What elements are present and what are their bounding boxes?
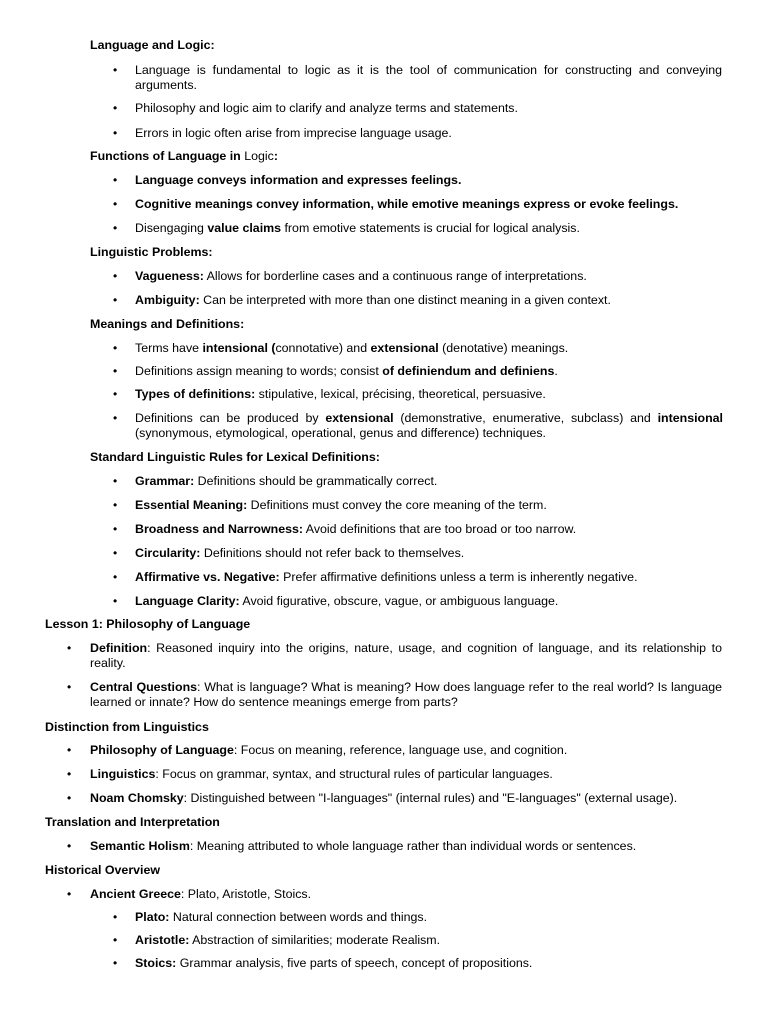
bold-text: Aristotle: [135,933,190,947]
heading-standard-linguistic-rules: Standard Linguistic Rules for Lexical Definitions: [90,450,380,464]
bold-text: Grammar: [135,474,195,488]
text-part: Can be interpreted with more than one distinct meaning in a given context. [199,293,611,307]
heading-functions-of-language [90,149,278,164]
bullet-icon: • [113,364,118,378]
bold-text: Semantic Holism [90,839,190,853]
text-part: Abstraction of similarities; moderate Realism. [189,933,441,947]
text-part: from emotive statements is crucial for logical analysis. [281,221,580,235]
list-item-text [135,956,722,971]
bold-text: Circularity: [135,546,201,560]
bold-text: Language conveys information and expresses feelings. [135,173,462,187]
text-part: Definitions can be produced by [135,411,326,425]
text-part: . [554,364,558,378]
text-part: connotative) and [275,341,371,355]
text-part: Prefer affirmative definitions unless a term is inherently negative. [279,570,638,584]
bullet-icon: • [113,411,118,425]
bold-text: Central Questions [90,680,198,694]
bullet-icon: • [113,221,118,235]
bullet-icon: • [113,101,118,115]
list-item-text [135,933,722,948]
text-part: Grammar analysis, five parts of speech, concept of propositions. [176,956,533,970]
bold-text: Affirmative vs. Negative: [135,570,280,584]
bold-text: value claims [207,221,282,235]
bullet-icon: • [113,341,118,355]
list-item-text [135,269,722,284]
bullet-icon: • [113,63,118,77]
bullet-icon: • [113,474,118,488]
heading-linguistic-problems: Linguistic Problems: [90,245,213,259]
bullet-icon: • [67,680,72,694]
bullet-icon: • [67,887,72,901]
list-item-text [90,839,722,854]
list-item-text: Philosophy and logic aim to clarify and analyze terms and statements. [135,101,518,115]
list-item-text [90,641,722,672]
heading-translation-and-interpretation: Translation and Interpretation [45,815,220,829]
bullet-icon: • [113,522,118,536]
bullet-icon: • [67,791,72,805]
bold-text: extensional [325,411,394,425]
list-item-text [90,791,722,806]
text-part: : Distinguished between "I-languages" (internal rules) and "E-languages" (external usage). [183,791,678,805]
text-part: : Reasoned inquiry into the origins, nature, usage, and cognition of language, and its relationship to reality. [90,641,722,671]
list-item-text [135,522,722,537]
text-part: Avoid figurative, obscure, vague, or ambiguous language. [239,594,559,608]
text-part: (synonymous, etymological, operational, genus and difference) techniques. [135,426,546,441]
text-part: (denotative) meanings. [438,341,569,355]
list-item-text [90,680,722,711]
bold-text: Language Clarity: [135,594,240,608]
bold-text: Cognitive meanings convey information, while emotive meanings express or evoke feelings. [135,197,679,211]
bullet-icon: • [113,173,118,187]
bullet-icon: • [67,839,72,853]
text-part: Terms have [135,341,203,355]
bullet-icon: • [113,933,118,947]
bold-text: Essential Meaning: [135,498,248,512]
list-item-text [135,570,722,585]
list-item-text [90,887,722,902]
bold-text: Ancient Greece [90,887,181,901]
bullet-icon: • [113,126,118,140]
list-item-text [135,221,722,236]
list-item-text [135,341,722,356]
text-part: : Plato, Aristotle, Stoics. [180,887,312,901]
text-part: Definitions assign meaning to words; consist [135,364,383,378]
bullet-icon: • [113,387,118,401]
bold-text: Definition [90,641,148,655]
list-item-text: Errors in logic often arise from imprecise language usage. [135,126,452,140]
text-part: Avoid definitions that are too broad or too narrow. [303,522,577,536]
list-item-text [135,173,722,188]
bullet-icon: • [113,269,118,283]
list-item-text [135,546,722,561]
bold-text: of definiendum and definiens [382,364,555,378]
bold-text: Stoics: [135,956,177,970]
text-part: : What is language? What is meaning? How does language refer to the real world? Is language learned or innate? How do sentence meanings emerge from parts? [90,680,722,710]
text-part: Allows for borderline cases and a continuous range of interpretations. [203,269,587,283]
bullet-icon: • [113,293,118,307]
list-item-text [135,387,722,402]
bold-text: Philosophy of Language [90,743,234,757]
bold-text: Plato: [135,910,170,924]
heading-historical-overview: Historical Overview [45,863,161,877]
heading-normal-part: Logic [240,149,274,163]
text-part: Natural connection between words and things. [169,910,428,924]
text-part: Definitions must convey the core meaning of the term. [247,498,547,512]
list-item-text [135,594,722,609]
heading-lesson-1: Lesson 1: Philosophy of Language [45,617,251,631]
bold-text: Types of definitions: [135,387,256,401]
text-part: Definitions should be grammatically correct. [194,474,438,488]
heading-bold-part: Functions of Language in [90,149,241,163]
text-part: Definitions should not refer back to themselves. [200,546,465,560]
bullet-icon: • [113,956,118,970]
bullet-icon: • [113,910,118,924]
bullet-icon: • [113,570,118,584]
list-item-text [90,743,722,758]
bullet-icon: • [113,197,118,211]
text-part: : Meaning attributed to whole language rather than individual words or sentences. [189,839,637,853]
bold-text: intensional [657,411,723,425]
bold-text: intensional ( [202,341,276,355]
bullet-icon: • [67,743,72,757]
bullet-icon: • [67,641,72,655]
bullet-icon: • [113,546,118,560]
heading-distinction-from-linguistics: Distinction from Linguistics [45,720,209,734]
list-item-text [90,767,722,782]
heading-colon: : [273,149,278,163]
heading-meanings-and-definitions: Meanings and Definitions: [90,317,245,331]
list-item-text: Language is fundamental to logic as it is the tool of communication for constructing and conveying arguments. [135,63,722,93]
text-part: (demonstrative, enumerative, subclass) and [393,411,658,425]
list-item-text [135,364,722,379]
list-item-text [135,411,723,442]
heading-language-and-logic: Language and Logic: [90,38,215,52]
list-item-text [135,197,722,212]
text-part: : Focus on grammar, syntax, and structural rules of particular languages. [155,767,553,781]
list-item-text [135,293,722,308]
bold-text: Ambiguity: [135,293,200,307]
list-item-text [135,910,722,925]
text-part: stipulative, lexical, précising, theoretical, persuasive. [255,387,546,401]
text-part: Disengaging [135,221,208,235]
text-part: : Focus on meaning, reference, language use, and cognition. [233,743,568,757]
list-item-text [135,498,722,513]
bold-text: Noam Chomsky [90,791,184,805]
bold-text: Vagueness: [135,269,204,283]
list-item-text [135,474,722,489]
bold-text: extensional [370,341,439,355]
bullet-icon: • [113,498,118,512]
bullet-icon: • [67,767,72,781]
bold-text: Linguistics [90,767,156,781]
bold-text: Broadness and Narrowness: [135,522,304,536]
bullet-icon: • [113,594,118,608]
